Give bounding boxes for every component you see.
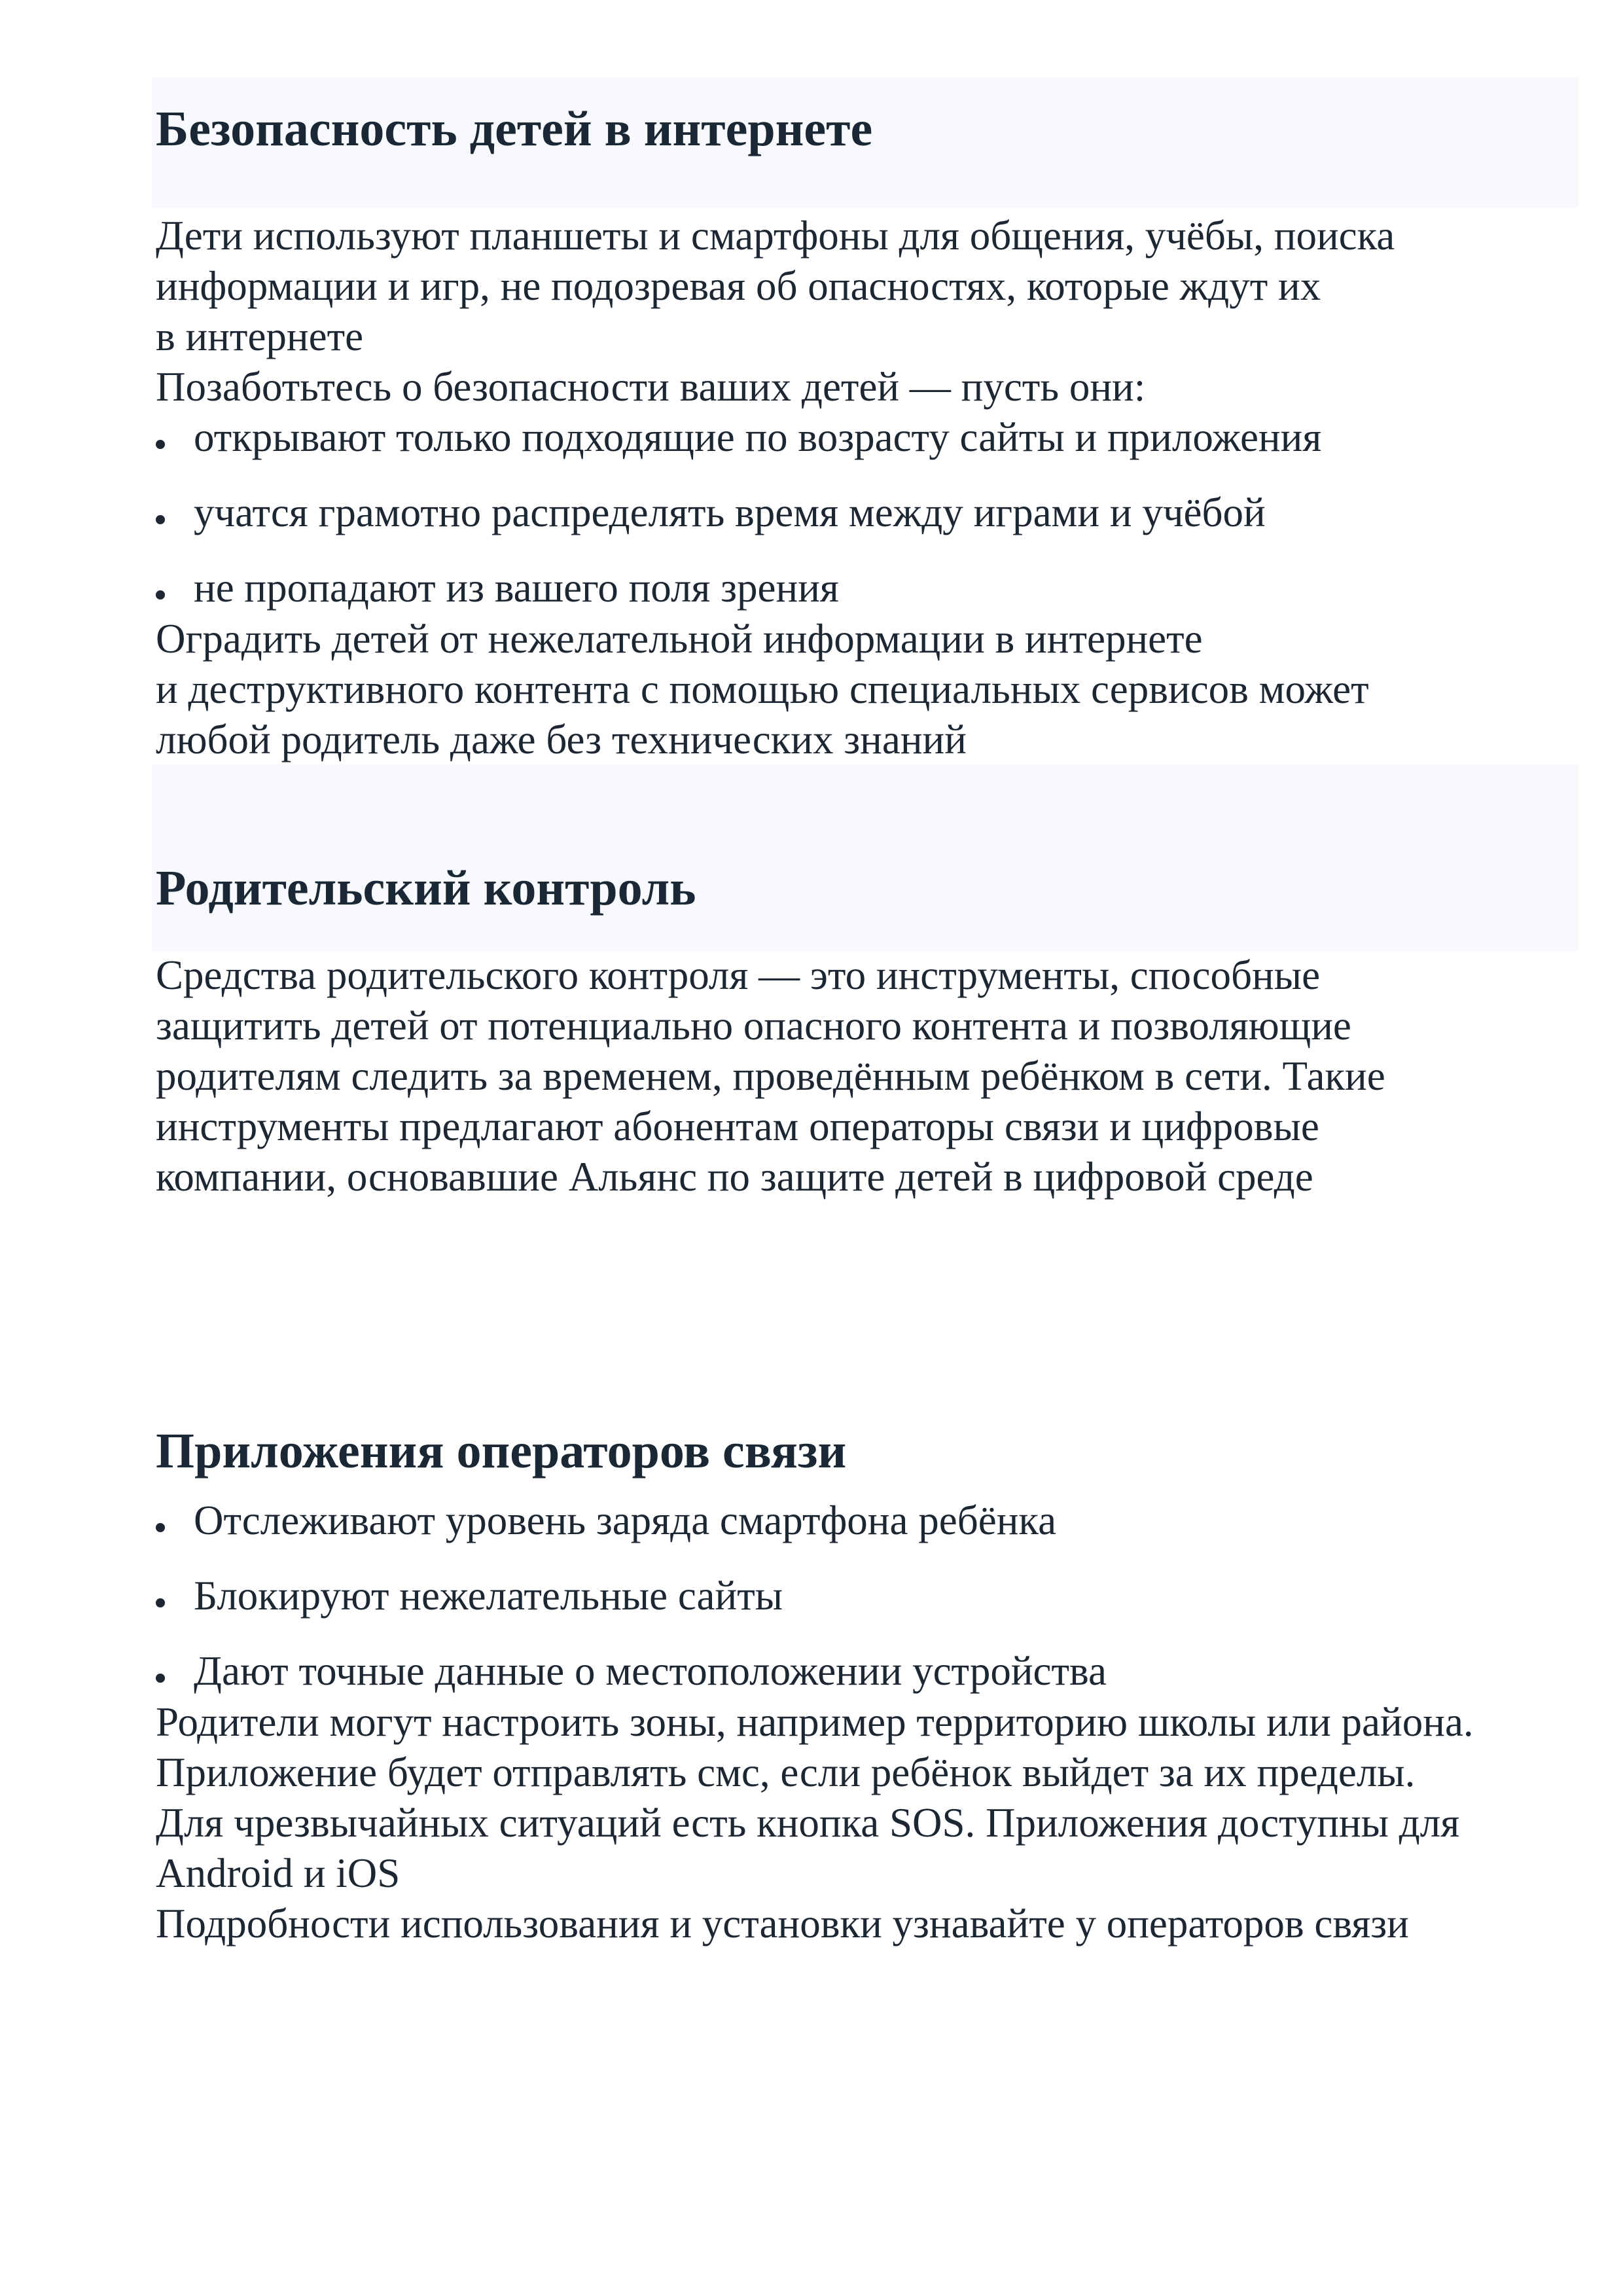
list-item <box>156 1646 1107 1696</box>
text-line: компании, основавшие Альянс по защите детей в цифровой среде <box>156 1154 1313 1200</box>
bullet-icon <box>156 440 165 449</box>
list-item <box>156 1571 783 1621</box>
list-item <box>156 488 1266 538</box>
text-line: и деструктивного контента с помощью специальных сервисов может <box>156 666 1369 712</box>
bullet-icon <box>156 515 165 524</box>
text-line: Android и iOS <box>156 1850 401 1896</box>
list-item-text: Дают точные данные о местоположении устройства <box>194 1648 1107 1694</box>
text-line: любой родитель даже без технических знаний <box>156 717 967 762</box>
text-line: Позаботьтесь о безопасности ваших детей — пусть они: <box>156 364 1146 410</box>
section-header-band <box>152 764 1578 952</box>
section-heading-parental-control: Родительский контроль <box>156 861 696 916</box>
list-item <box>156 412 1321 463</box>
bullet-icon <box>156 1598 165 1607</box>
list-item <box>156 1496 1056 1546</box>
list-item-text: открывают только подходящие по возрасту сайты и приложения <box>194 414 1322 460</box>
text-line: родителям следить за временем, проведённым ребёнком в сети. Такие <box>156 1053 1385 1099</box>
text-line: информации и игр, не подозревая об опасностях, которые ждут их <box>156 263 1321 309</box>
bullet-icon <box>156 1674 165 1683</box>
text-line: Подробности использования и установки узнавайте у операторов связи <box>156 1901 1409 1946</box>
page-title: Безопасность детей в интернете <box>156 101 873 156</box>
text-line: Для чрезвычайных ситуаций есть кнопка SOS. Приложения доступны для <box>156 1800 1460 1846</box>
list-item-text: учатся грамотно распределять время между играми и учёбой <box>194 490 1266 535</box>
text-line: Оградить детей от нежелательной информации в интернете <box>156 616 1203 662</box>
list-item <box>156 563 839 613</box>
bullet-icon <box>156 590 165 600</box>
text-line: в интернете <box>156 314 364 359</box>
section-heading-operator-apps: Приложения операторов связи <box>156 1424 847 1479</box>
operator-apps-paragraph <box>156 1697 1474 1949</box>
list-item-text: не пропадают из вашего поля зрения <box>194 565 839 611</box>
text-line: инструменты предлагают абонентам операторы связи и цифровые <box>156 1103 1319 1149</box>
text-line: Родители могут настроить зоны, например территорию школы или района. <box>156 1699 1474 1745</box>
bullet-icon <box>156 1523 165 1532</box>
parental-control-paragraph <box>156 950 1385 1202</box>
text-line: Дети используют планшеты и смартфоны для общения, учёбы, поиска <box>156 213 1395 259</box>
text-line: Приложение будет отправлять смс, если ребёнок выйдет за их пределы. <box>156 1749 1416 1795</box>
list-item-text: Отслеживают уровень заряда смартфона ребёнка <box>194 1498 1057 1543</box>
intro-paragraph <box>156 211 1395 412</box>
outro-paragraph <box>156 614 1369 765</box>
text-line: Средства родительского контроля — это инструменты, способные <box>156 952 1321 998</box>
list-item-text: Блокируют нежелательные сайты <box>194 1573 783 1619</box>
text-line: защитить детей от потенциально опасного контента и позволяющие <box>156 1003 1351 1049</box>
